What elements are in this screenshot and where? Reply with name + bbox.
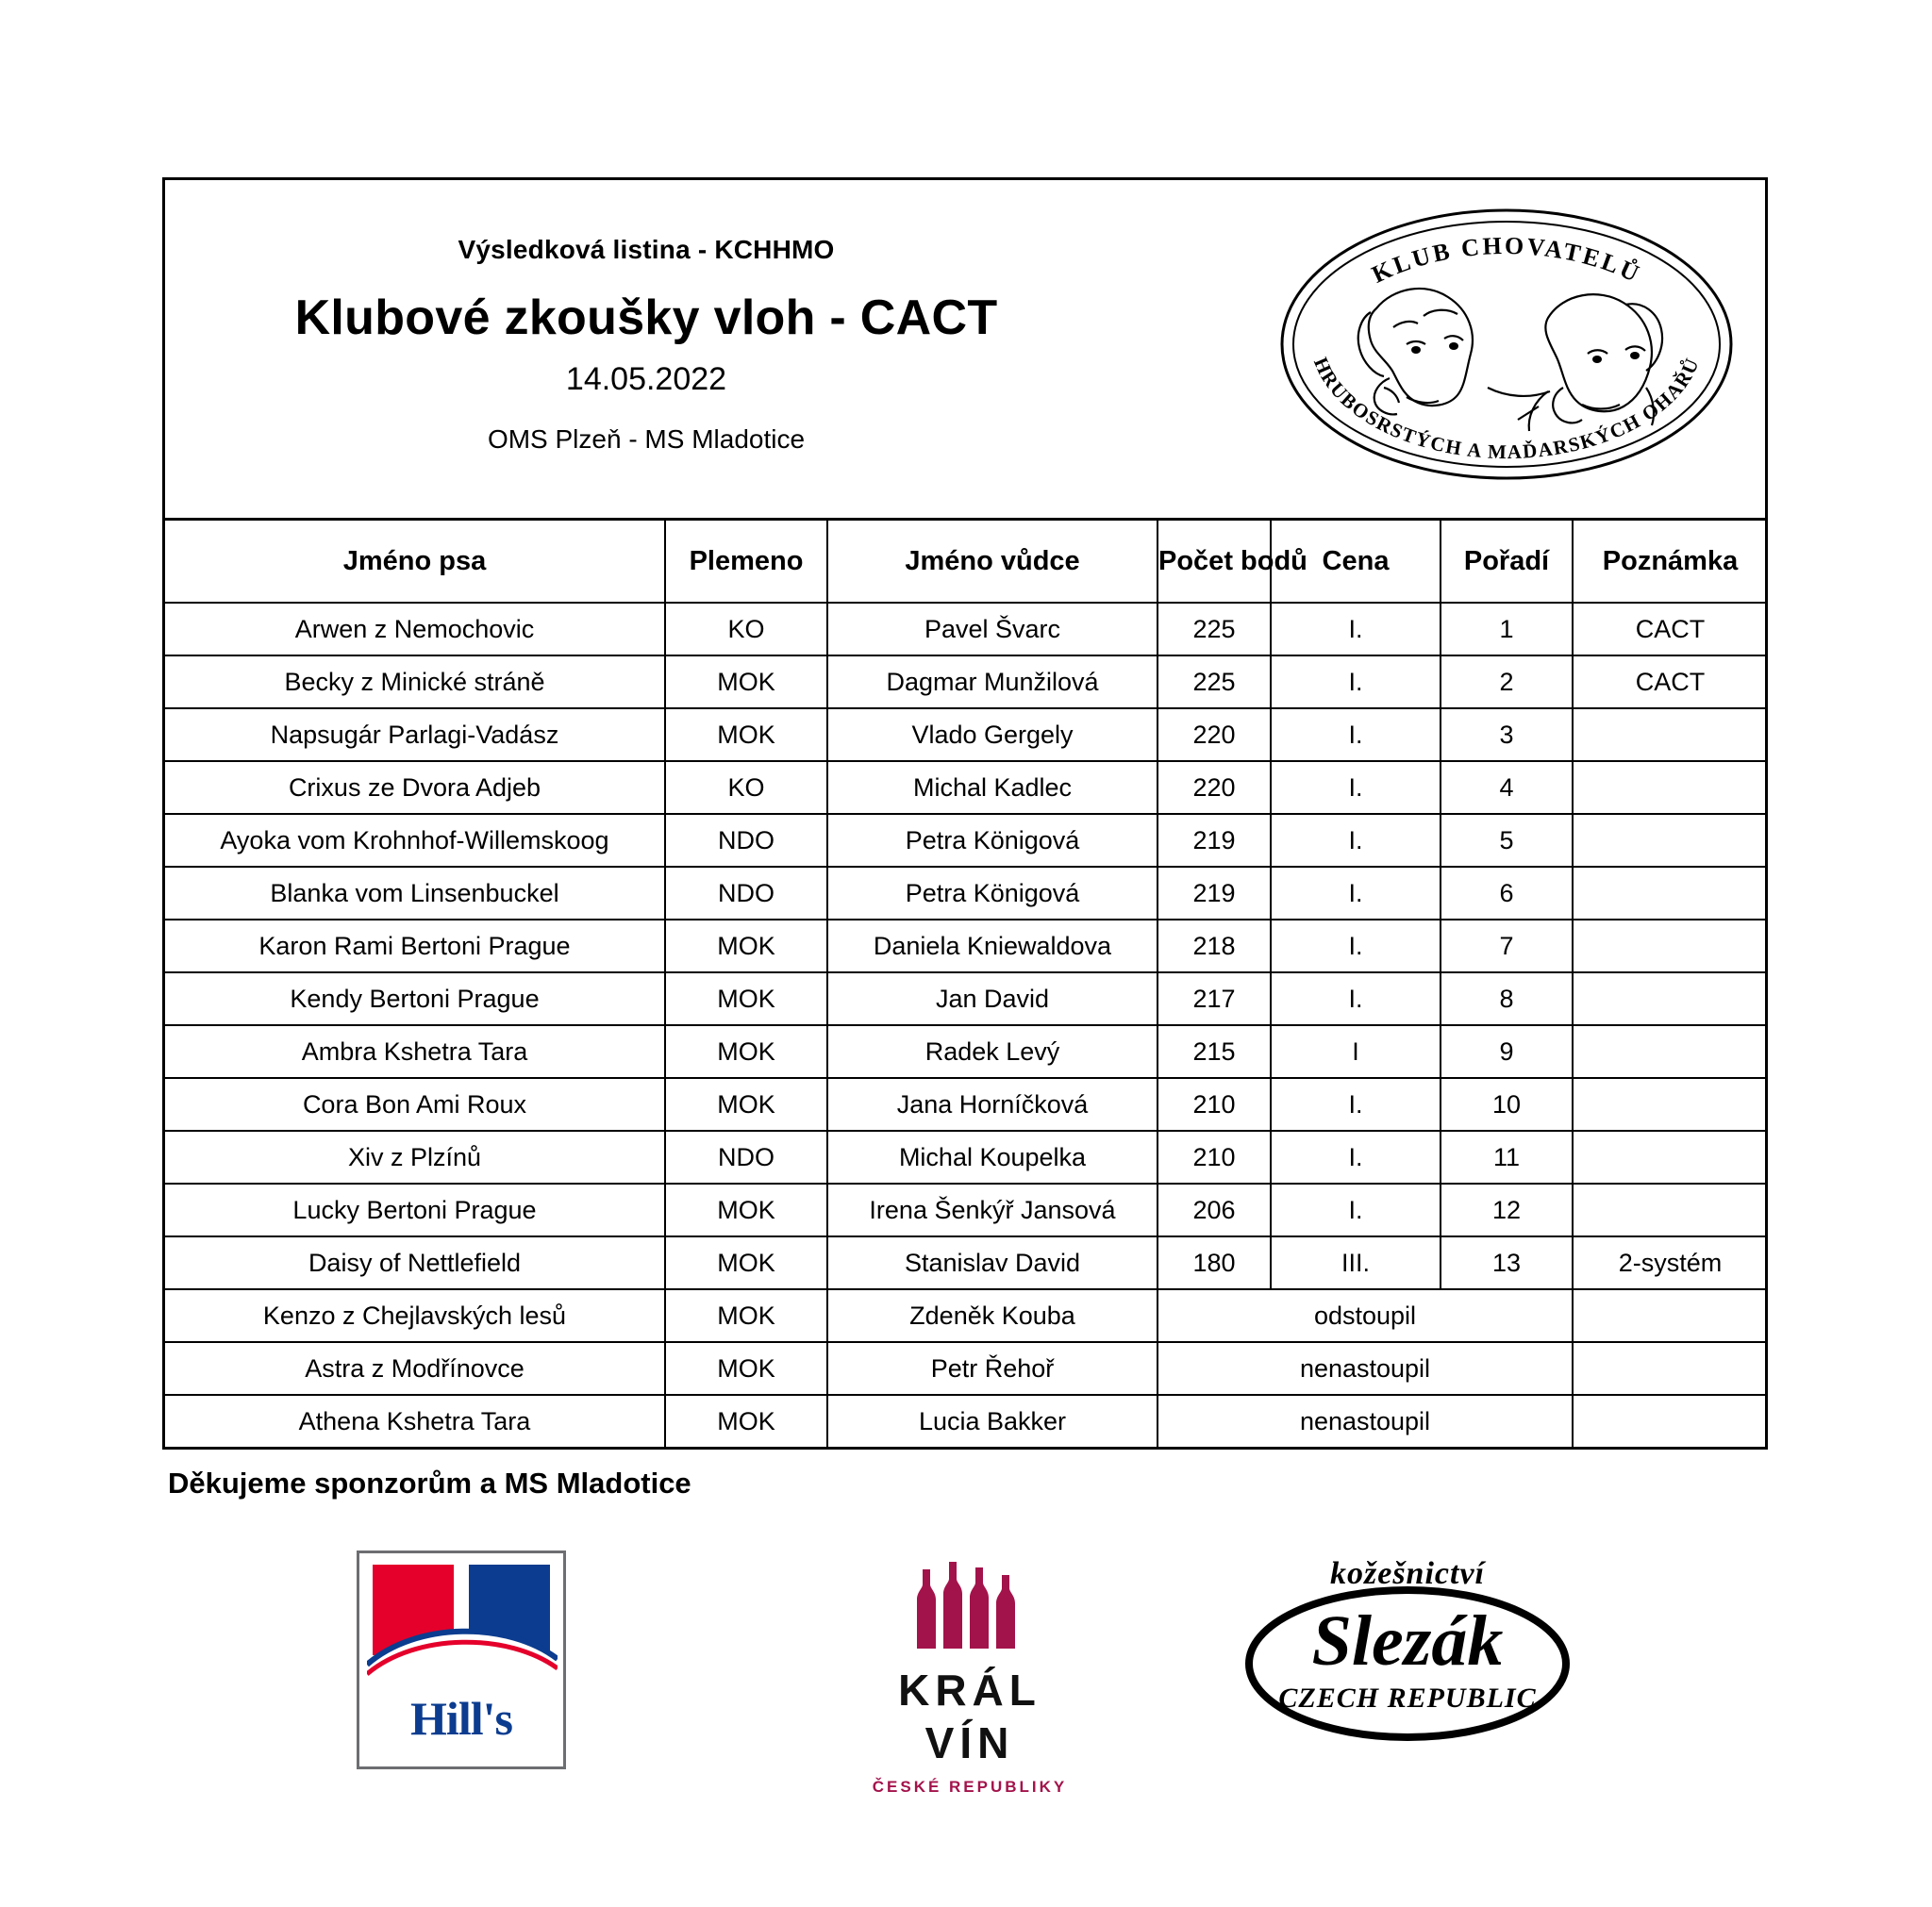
cell-prize: I — [1271, 1025, 1441, 1078]
cell-handler: Vlado Gergely — [827, 708, 1158, 761]
column-header-points: Počet bodů — [1158, 520, 1271, 604]
cell-note — [1573, 1342, 1767, 1395]
cell-note — [1573, 920, 1767, 972]
kralvin-wordmark-line1: KRÁL — [898, 1666, 1041, 1715]
sponsors-thanks-text: Děkujeme sponzorům a MS Mladotice — [168, 1467, 691, 1500]
sponsor-logo-hills — [357, 1550, 566, 1769]
results-document — [162, 177, 1768, 1450]
document-header — [165, 180, 1765, 518]
header-text-block — [165, 180, 1127, 455]
cell-prize: III. — [1271, 1236, 1441, 1289]
cell-points: 180 — [1158, 1236, 1271, 1289]
document-title: Klubové zkoušky vloh - CACT — [294, 290, 998, 345]
table-row — [165, 655, 1767, 708]
document-date: 14.05.2022 — [565, 361, 727, 397]
cell-handler: Petra Königová — [827, 814, 1158, 867]
cell-prize: I. — [1271, 867, 1441, 920]
cell-dog-name: Kenzo z Chejlavských lesů — [165, 1289, 665, 1342]
cell-note — [1573, 1395, 1767, 1447]
column-header-prize: Cena — [1271, 520, 1441, 604]
sponsors-row — [162, 1537, 1768, 1820]
cell-handler: Petr Řehoř — [827, 1342, 1158, 1395]
table-row — [165, 814, 1767, 867]
column-header-note: Poznámka — [1573, 520, 1767, 604]
cell-dog-name: Crixus ze Dvora Adjeb — [165, 761, 665, 814]
cell-handler: Michal Koupelka — [827, 1131, 1158, 1184]
slezak-wordmark: Slezák — [1311, 1601, 1504, 1681]
cell-dog-name: Lucky Bertoni Prague — [165, 1184, 665, 1236]
cell-points: 210 — [1158, 1131, 1271, 1184]
table-row — [165, 1184, 1767, 1236]
cell-dog-name: Xiv z Plzínů — [165, 1131, 665, 1184]
cell-handler: Lucia Bakker — [827, 1395, 1158, 1447]
cell-handler: Michal Kadlec — [827, 761, 1158, 814]
cell-handler: Radek Levý — [827, 1025, 1158, 1078]
cell-rank: 7 — [1441, 920, 1573, 972]
cell-handler: Dagmar Munžilová — [827, 655, 1158, 708]
cell-points: 218 — [1158, 920, 1271, 972]
cell-breed: MOK — [665, 1025, 827, 1078]
cell-dog-name: Ayoka vom Krohnhof-Willemskoog — [165, 814, 665, 867]
cell-breed: KO — [665, 761, 827, 814]
cell-note — [1573, 708, 1767, 761]
cell-breed: NDO — [665, 867, 827, 920]
table-row — [165, 972, 1767, 1025]
cell-handler: Irena Šenkýř Jansová — [827, 1184, 1158, 1236]
table-row — [165, 1131, 1767, 1184]
kralvin-bottles-icon — [828, 1552, 1111, 1661]
cell-points: 210 — [1158, 1078, 1271, 1131]
column-header-rank: Pořadí — [1441, 520, 1573, 604]
cell-points: 225 — [1158, 603, 1271, 655]
cell-points: 225 — [1158, 655, 1271, 708]
cell-handler: Jana Horníčková — [827, 1078, 1158, 1131]
cell-status: odstoupil — [1158, 1289, 1573, 1342]
table-row — [165, 1025, 1767, 1078]
table-row-status — [165, 1289, 1767, 1342]
kralvin-wordmark-line2: VÍN — [924, 1718, 1015, 1767]
cell-breed: KO — [665, 603, 827, 655]
cell-handler: Petra Königová — [827, 867, 1158, 920]
cell-prize: I. — [1271, 708, 1441, 761]
cell-prize: I. — [1271, 972, 1441, 1025]
svg-text:HRUBOSRSTÝCH A MAĎARSKÝCH OHAŘ: HRUBOSRSTÝCH A MAĎARSKÝCH OHAŘŮ — [1308, 354, 1705, 464]
cell-dog-name: Arwen z Nemochovic — [165, 603, 665, 655]
cell-breed: NDO — [665, 1131, 827, 1184]
cell-prize: I. — [1271, 1184, 1441, 1236]
cell-rank: 1 — [1441, 603, 1573, 655]
results-table — [165, 518, 1767, 1447]
cell-rank: 2 — [1441, 655, 1573, 708]
cell-handler: Jan David — [827, 972, 1158, 1025]
cell-rank: 8 — [1441, 972, 1573, 1025]
cell-breed: MOK — [665, 708, 827, 761]
cell-note — [1573, 1184, 1767, 1236]
cell-rank: 12 — [1441, 1184, 1573, 1236]
cell-note: CACT — [1573, 655, 1767, 708]
sponsor-logo-slezak — [1228, 1543, 1587, 1779]
cell-note: 2-systém — [1573, 1236, 1767, 1289]
cell-dog-name: Blanka vom Linsenbuckel — [165, 867, 665, 920]
svg-text:KLUB CHOVATELŮ: KLUB CHOVATELŮ — [1367, 231, 1646, 289]
cell-breed: MOK — [665, 920, 827, 972]
slezak-bottom-text: CZECH REPUBLIC — [1278, 1683, 1537, 1714]
cell-prize: I. — [1271, 655, 1441, 708]
table-row — [165, 761, 1767, 814]
cell-breed: MOK — [665, 1184, 827, 1236]
cell-rank: 5 — [1441, 814, 1573, 867]
cell-breed: MOK — [665, 972, 827, 1025]
cell-dog-name: Kendy Bertoni Prague — [165, 972, 665, 1025]
cell-dog-name: Astra z Modřínovce — [165, 1342, 665, 1395]
table-row-status — [165, 1342, 1767, 1395]
cell-handler: Daniela Kniewaldova — [827, 920, 1158, 972]
cell-note: CACT — [1573, 603, 1767, 655]
column-header-dog-name: Jméno psa — [165, 520, 665, 604]
cell-breed: MOK — [665, 1236, 827, 1289]
table-row — [165, 1078, 1767, 1131]
cell-dog-name: Becky z Minické stráně — [165, 655, 665, 708]
cell-note — [1573, 761, 1767, 814]
cell-rank: 4 — [1441, 761, 1573, 814]
cell-points: 220 — [1158, 708, 1271, 761]
cell-points: 215 — [1158, 1025, 1271, 1078]
cell-points: 219 — [1158, 867, 1271, 920]
cell-rank: 9 — [1441, 1025, 1573, 1078]
column-header-handler: Jméno vůdce — [827, 520, 1158, 604]
table-header-row — [165, 520, 1767, 604]
table-row — [165, 1236, 1767, 1289]
cell-breed: NDO — [665, 814, 827, 867]
cell-points: 206 — [1158, 1184, 1271, 1236]
cell-prize: I. — [1271, 814, 1441, 867]
kralvin-subtitle: ČESKÉ REPUBLIKY — [872, 1778, 1068, 1796]
cell-status: nenastoupil — [1158, 1395, 1573, 1447]
cell-prize: I. — [1271, 1078, 1441, 1131]
document-place: OMS Plzeň - MS Mladotice — [487, 424, 806, 454]
cell-prize: I. — [1271, 603, 1441, 655]
cell-note — [1573, 814, 1767, 867]
cell-breed: MOK — [665, 1289, 827, 1342]
cell-prize: I. — [1271, 920, 1441, 972]
cell-points: 219 — [1158, 814, 1271, 867]
cell-dog-name: Athena Kshetra Tara — [165, 1395, 665, 1447]
cell-points: 220 — [1158, 761, 1271, 814]
cell-dog-name: Napsugár Parlagi-Vadász — [165, 708, 665, 761]
cell-note — [1573, 972, 1767, 1025]
hills-swoosh-icon — [367, 1623, 558, 1678]
cell-prize: I. — [1271, 1131, 1441, 1184]
cell-rank: 3 — [1441, 708, 1573, 761]
cell-note — [1573, 1131, 1767, 1184]
cell-points: 217 — [1158, 972, 1271, 1025]
table-row — [165, 603, 1767, 655]
cell-dog-name: Daisy of Nettlefield — [165, 1236, 665, 1289]
cell-breed: MOK — [665, 655, 827, 708]
cell-dog-name: Karon Rami Bertoni Prague — [165, 920, 665, 972]
cell-status: nenastoupil — [1158, 1342, 1573, 1395]
cell-rank: 11 — [1441, 1131, 1573, 1184]
cell-note — [1573, 867, 1767, 920]
cell-handler: Zdeněk Kouba — [827, 1289, 1158, 1342]
cell-rank: 6 — [1441, 867, 1573, 920]
table-row — [165, 867, 1767, 920]
cell-handler: Pavel Švarc — [827, 603, 1158, 655]
document-subtitle: Výsledková listina - KCHHMO — [458, 235, 835, 264]
cell-handler: Stanislav David — [827, 1236, 1158, 1289]
cell-dog-name: Ambra Kshetra Tara — [165, 1025, 665, 1078]
slezak-top-text: kožešnictví — [1330, 1556, 1485, 1591]
cell-breed: MOK — [665, 1395, 827, 1447]
cell-rank: 10 — [1441, 1078, 1573, 1131]
cell-note — [1573, 1078, 1767, 1131]
cell-dog-name: Cora Bon Ami Roux — [165, 1078, 665, 1131]
hills-wordmark: Hill's — [410, 1692, 512, 1745]
table-row — [165, 708, 1767, 761]
column-header-breed: Plemeno — [665, 520, 827, 604]
cell-rank: 13 — [1441, 1236, 1573, 1289]
table-row — [165, 920, 1767, 972]
table-row-status — [165, 1395, 1767, 1447]
sponsor-logo-kralvin — [828, 1552, 1111, 1796]
club-logo — [1265, 203, 1748, 486]
cell-breed: MOK — [665, 1342, 827, 1395]
cell-breed: MOK — [665, 1078, 827, 1131]
cell-prize: I. — [1271, 761, 1441, 814]
cell-note — [1573, 1289, 1767, 1342]
cell-note — [1573, 1025, 1767, 1078]
